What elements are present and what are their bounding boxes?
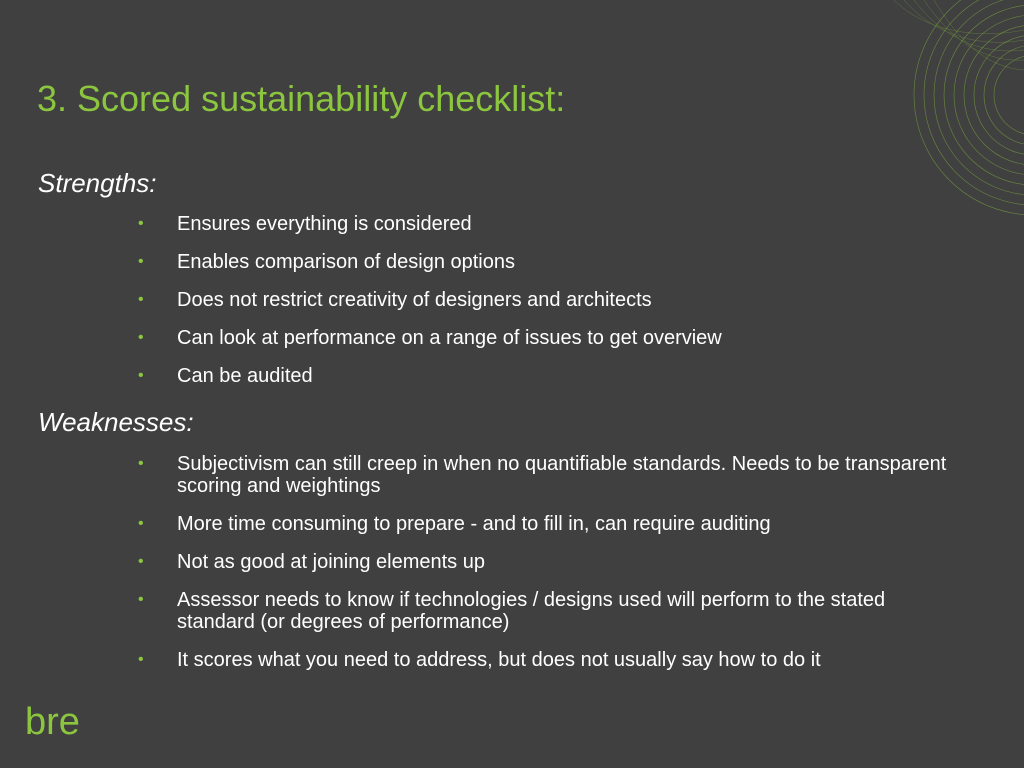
list-item-text: Not as good at joining elements up [177, 551, 485, 573]
bullet-icon: • [138, 591, 144, 608]
list-item-text: Subjectivism can still creep in when no quantifiable standards. Needs to be transparent scoring and weightings [177, 453, 947, 497]
bullet-icon: • [138, 367, 144, 384]
decorative-rings-graphic [884, 0, 1024, 220]
bullet-icon: • [138, 253, 144, 270]
list-item [0, 649, 957, 671]
list-item-text: Enables comparison of design options [177, 251, 515, 273]
bullet-icon: • [138, 455, 144, 472]
bullet-icon: • [138, 291, 144, 308]
list-item [0, 551, 957, 573]
bullet-icon: • [138, 215, 144, 232]
list-item-text: Can look at performance on a range of issues to get overview [177, 327, 722, 349]
list-item-text: Does not restrict creativity of designers and architects [177, 289, 652, 311]
bullet-icon: • [138, 329, 144, 346]
list-item [0, 213, 957, 235]
list-item [0, 289, 957, 311]
list-item [0, 589, 957, 633]
bullet-icon: • [138, 515, 144, 532]
list-item [0, 327, 957, 349]
list-item [0, 251, 957, 273]
strengths-list [0, 213, 1024, 387]
list-item-text: More time consuming to prepare - and to fill in, can require auditing [177, 513, 771, 535]
list-item [0, 513, 957, 535]
list-item-text: Assessor needs to know if technologies / designs used will perform to the stated standard (or degrees of performance) [177, 589, 886, 633]
bullet-icon: • [138, 651, 144, 668]
list-item-text: Can be audited [177, 365, 313, 387]
bre-logo [25, 700, 87, 742]
list-item [0, 453, 957, 497]
strengths-heading: Strengths: [38, 168, 157, 198]
logo-text: bre [25, 701, 80, 742]
slide-title: 3. Scored sustainability checklist: [37, 78, 566, 119]
weaknesses-heading: Weaknesses: [38, 407, 194, 437]
weaknesses-list [0, 453, 1024, 671]
list-item-text: Ensures everything is considered [177, 213, 472, 235]
bullet-icon: • [138, 553, 144, 570]
list-item [0, 365, 957, 387]
list-item-text: It scores what you need to address, but does not usually say how to do it [177, 649, 821, 671]
